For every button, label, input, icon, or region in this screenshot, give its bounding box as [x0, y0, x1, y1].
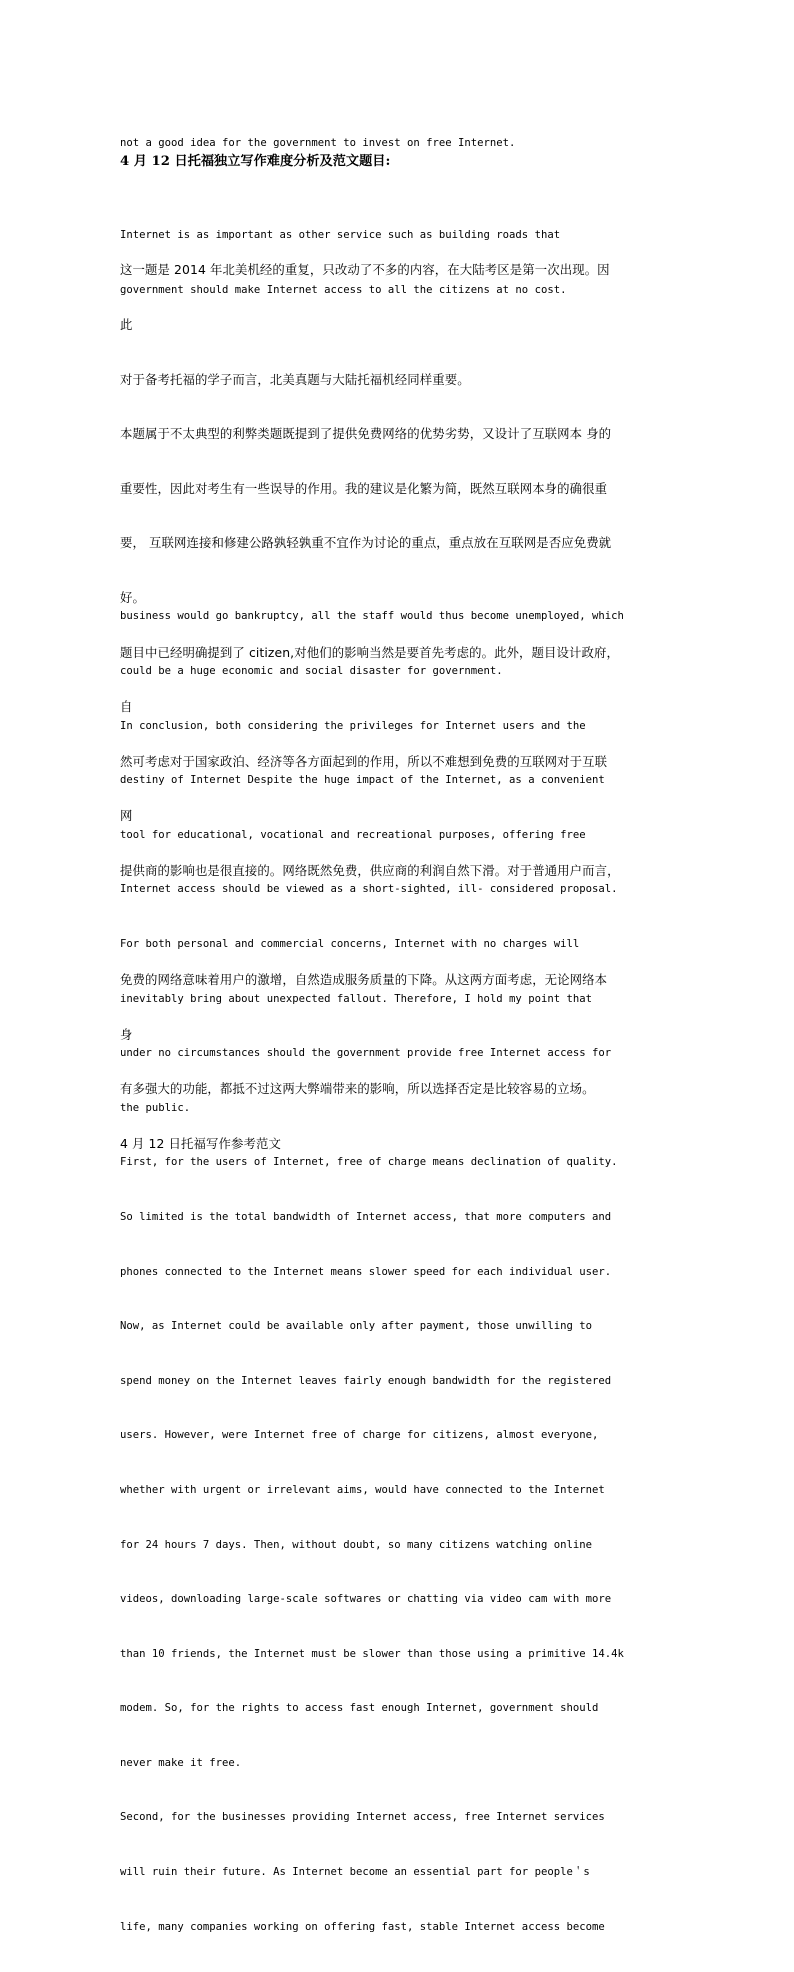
essay-line: First, for the users of Internet, free of charge means declination of quality. [120, 1156, 618, 1169]
essay-line: spend money on the Internet leaves fairly enough bandwidth for the registered [120, 1374, 612, 1387]
essay-line: whether with urgent or irrelevant aims, would have connected to the Internet [120, 1483, 605, 1496]
essay-line: modem. So, for the rights to access fast enough Internet, government should [120, 1702, 599, 1715]
analysis-line: 身 [120, 1026, 133, 1042]
essay-line: Internet access should be viewed as a short-sighted, ill- considered proposal. [120, 883, 618, 896]
analysis-line: 此 [120, 317, 133, 332]
essay-line: for 24 hours 7 days. Then, without doubt, so many citizens watching online [120, 1538, 592, 1551]
analysis-line: 提供商的影响也是很直接的。网络既然免费，供应商的利润自然下滑。对于普通用户而言， [120, 862, 620, 878]
analysis-line: 要， 互联网连接和修建公路孰轻孰重不宜作为讨论的重点，重点放在互联网是否应免费就 [120, 535, 612, 551]
essay-block [120, 571, 624, 1972]
analysis-line: 这一题是 2014 年北美机经的重复，只改动了不多的内容，在大陆考区是第一次出现。因 [120, 262, 610, 278]
analysis-line: 好。 [120, 589, 145, 605]
essay-line: In conclusion, both considering the privileges for Internet users and the [120, 719, 586, 732]
section-heading: 4 月 12 日托福独立写作难度分析及范文题目: [120, 154, 391, 169]
essay-line: destiny of Internet Despite the huge impact of the Internet, as a convenient [120, 774, 605, 787]
essay-line: So limited is the total bandwidth of Internet access, that more computers and [120, 1210, 612, 1223]
essay-line: Second, for the businesses providing Internet access, free Internet services [120, 1811, 605, 1824]
essay-line: the public. [120, 1101, 191, 1114]
analysis-line: 有多强大的功能，都抵不过这两大弊端带来的影响，所以选择否定是比较容易的立场。 [120, 1081, 595, 1097]
analysis-line: 自 [120, 699, 133, 715]
essay-line: under no circumstances should the government provide free Internet access for [120, 1047, 612, 1060]
analysis-line: 重要性，因此对考生有一些误导的作用。我的建议是化繁为简，既然互联网本身的确很重 [120, 480, 608, 496]
essay-line: For both personal and commercial concerns, Internet with no charges will [120, 937, 580, 950]
analysis-line: 然可考虑对于国家政泊、经济等各方面起到的作用，所以不难想到免费的互联网对于互联 [120, 753, 608, 769]
essay-line: Now, as Internet could be available only after payment, those unwilling to [120, 1320, 592, 1333]
essay-line: life, many companies working on offering fast, stable Internet access become [120, 1920, 605, 1933]
prompt-line: Internet is as important as other service such as building roads that [120, 229, 561, 242]
analysis-line: 网 [120, 808, 133, 824]
sample-essay-heading: 4 月 12 日托福写作参考范文 [120, 1135, 281, 1151]
essay-line: inevitably bring about unexpected fallout. Therefore, I hold my point that [120, 992, 592, 1005]
intro-text: not a good idea for the government to invest on free Internet. [120, 137, 516, 150]
essay-line: than 10 friends, the Internet must be slower than those using a primitive 14.4k [120, 1647, 624, 1660]
essay-line: tool for educational, vocational and recreational purposes, offering free [120, 828, 586, 841]
essay-line: could be a huge economic and social disaster for government. [120, 665, 503, 677]
essay-line: never make it free. [120, 1756, 242, 1769]
analysis-line: 本题属于不太典型的利弊类题既提到了提供免费网络的优势劣势，又设计了互联网本 身的 [120, 426, 612, 442]
analysis-line: 免费的网络意味着用户的激增，自然造成服务质量的下降。从这两方面考虑，无论网络本 [120, 972, 608, 988]
analysis-line: 题目中已经明确提到了 citizen,对他们的影响当然是要首先考虑的。此外，题目设计政府， [120, 644, 619, 660]
essay-line: business would go bankruptcy, all the staff would thus become unemployed, which [120, 610, 624, 623]
intro-line [120, 98, 515, 189]
analysis-line: 对于备考托福的学子而言，北美真题与大陆托福机经同样重要。 [120, 371, 470, 387]
essay-line: phones connected to the Internet means slower speed for each individual user. [120, 1265, 612, 1278]
essay-line: users. However, were Internet free of charge for citizens, almost everyone, [120, 1429, 599, 1442]
prompt-line: government should make Internet access to all the citizens at no cost. [120, 284, 567, 296]
essay-line: will ruin their future. As Internet become an essential part for people＇s [120, 1866, 590, 1879]
essay-line: videos, downloading large-scale softwares or chatting via video cam with more [120, 1593, 612, 1606]
